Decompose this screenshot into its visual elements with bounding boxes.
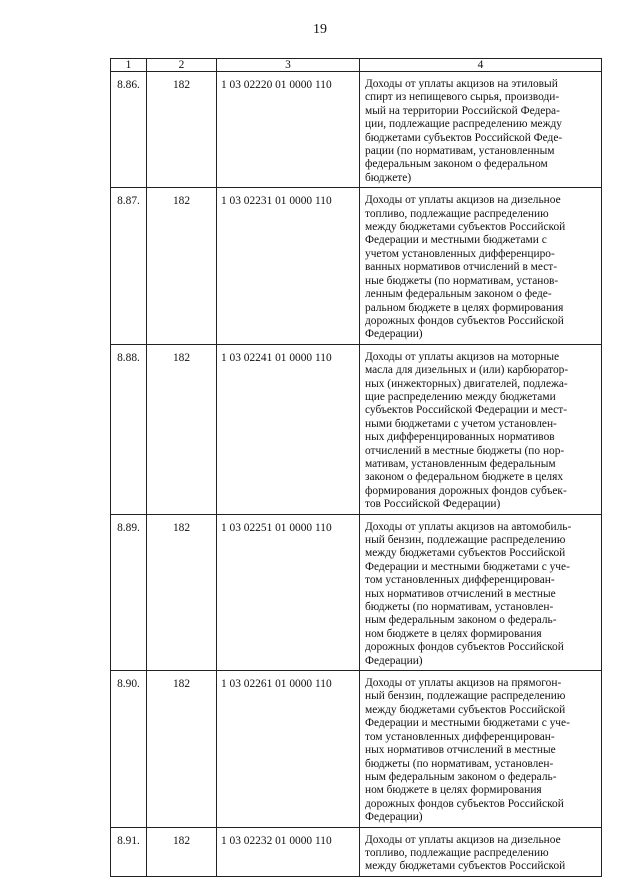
description-line: бюджете) xyxy=(365,171,412,184)
description-line: ными бюджетами с учетом установлен- xyxy=(365,417,557,430)
administrator-code: 182 xyxy=(147,188,217,344)
description-line: Доходы от уплаты акцизов на этиловый xyxy=(365,78,558,90)
table-row xyxy=(111,188,602,344)
description-line: Доходы от уплаты акцизов на моторные xyxy=(365,350,560,363)
description-line: дорожных фондов субъектов Российской xyxy=(365,641,564,654)
description-line: топливо, подлежащие распределению xyxy=(365,846,549,859)
header-col-2: 2 xyxy=(147,59,217,72)
description-line: законом о федеральном бюджете в целях xyxy=(365,471,564,484)
table-row xyxy=(111,344,602,514)
table-row xyxy=(111,671,602,827)
description-line: Доходы от уплаты акцизов на прямогон- xyxy=(365,677,562,690)
administrator-code: 182 xyxy=(147,671,217,827)
description-line: между бюджетами субъектов Российской xyxy=(365,221,566,234)
description-line: том установленных дифференцирован- xyxy=(365,730,555,743)
description-line: бюджеты (по нормативам, установлен- xyxy=(365,757,554,770)
description-line: субъектов Российской Федерации и мест- xyxy=(365,404,567,417)
budget-classification-code: 1 03 02241 01 0000 110 xyxy=(217,344,360,514)
revenue-codes-table xyxy=(110,58,602,877)
administrator-code: 182 xyxy=(147,344,217,514)
description-line: ным федеральным законом о федераль- xyxy=(365,614,557,627)
row-number: 8.86. xyxy=(111,72,147,188)
description-line: ных нормативов отчислений в местные xyxy=(365,744,556,757)
header-col-1: 1 xyxy=(111,59,147,72)
description-line: мый на территории Российской Федера- xyxy=(365,104,560,117)
administrator-code: 182 xyxy=(147,72,217,188)
description-line: Федерации и местными бюджетами с xyxy=(365,234,547,247)
description-line: тов Российской Федерации) xyxy=(365,498,501,511)
description-line: формирования дорожных фондов субъек- xyxy=(365,484,567,497)
description-line: отчислений в местные бюджеты (по нор- xyxy=(365,444,565,457)
description-line: между бюджетами субъектов Российской xyxy=(365,860,566,873)
description-line: Доходы от уплаты акцизов на дизельное xyxy=(365,833,561,846)
administrator-code: 182 xyxy=(147,827,217,876)
header-col-4: 4 xyxy=(360,59,602,72)
description-line: Доходы от уплаты акцизов на дизельное xyxy=(365,194,561,207)
revenue-description xyxy=(360,827,602,876)
revenue-description xyxy=(360,188,602,344)
description-line: мативам, установленным федеральным xyxy=(365,457,556,470)
revenue-description xyxy=(360,671,602,827)
budget-classification-code: 1 03 02220 01 0000 110 xyxy=(217,72,360,188)
table-body xyxy=(111,72,602,877)
revenue-description xyxy=(360,344,602,514)
description-line: ных нормативов отчислений в местные xyxy=(365,587,556,600)
description-line: Федерации) xyxy=(365,328,423,341)
budget-classification-code: 1 03 02232 01 0000 110 xyxy=(217,827,360,876)
row-number: 8.90. xyxy=(111,671,147,827)
description-line: учетом установленных дифференциро- xyxy=(365,247,555,260)
revenue-description xyxy=(360,514,602,670)
table-row xyxy=(111,72,602,188)
row-number: 8.88. xyxy=(111,344,147,514)
description-line: топливо, подлежащие распределению xyxy=(365,207,549,220)
budget-classification-code: 1 03 02261 01 0000 110 xyxy=(217,671,360,827)
description-line: ный бензин, подлежащие распределению xyxy=(365,690,566,703)
description-line: Доходы от уплаты акцизов на автомобиль- xyxy=(365,520,572,533)
budget-classification-code: 1 03 02251 01 0000 110 xyxy=(217,514,360,670)
table-row xyxy=(111,827,602,876)
budget-classification-code: 1 03 02231 01 0000 110 xyxy=(217,188,360,344)
description-line: щие распределению между бюджетами xyxy=(365,390,556,403)
description-line: ции, подлежащие распределению между xyxy=(365,118,562,131)
description-line: бюджеты (по нормативам, установлен- xyxy=(365,601,554,614)
description-line: между бюджетами субъектов Российской xyxy=(365,547,566,560)
description-line: федеральным законом о федеральном xyxy=(365,158,548,171)
description-line: ном бюджете в целях формирования xyxy=(365,784,542,797)
description-line: Федерации) xyxy=(365,654,423,667)
description-line: ральном бюджете в целях формирования xyxy=(365,301,564,314)
page-number: 19 xyxy=(313,22,327,37)
description-line: спирт из непищевого сырья, производи- xyxy=(365,91,560,104)
description-line: бюджетами субъектов Российской Феде- xyxy=(365,131,563,144)
row-number: 8.87. xyxy=(111,188,147,344)
revenue-description xyxy=(360,72,602,188)
description-line: ном бюджете в целях формирования xyxy=(365,627,542,640)
table-row xyxy=(111,514,602,670)
header-col-3: 3 xyxy=(217,59,360,72)
description-line: ных (инжекторных) двигателей, подлежа- xyxy=(365,377,568,390)
description-line: ным федеральным законом о федераль- xyxy=(365,770,557,783)
description-line: ные бюджеты (по нормативам, установ- xyxy=(365,274,559,287)
administrator-code: 182 xyxy=(147,514,217,670)
description-line: Федерации и местными бюджетами с уче- xyxy=(365,560,570,573)
row-number: 8.89. xyxy=(111,514,147,670)
description-line: ванных нормативов отчислений в мест- xyxy=(365,261,558,274)
description-line: дорожных фондов субъектов Российской xyxy=(365,314,564,327)
description-line: между бюджетами субъектов Российской xyxy=(365,703,566,716)
description-line: ных дифференцированных нормативов xyxy=(365,431,555,444)
description-line: масла для дизельных и (или) карбюратор- xyxy=(365,364,569,377)
table-header-row xyxy=(111,59,602,72)
row-number: 8.91. xyxy=(111,827,147,876)
description-line: том установленных дифференцирован- xyxy=(365,574,555,587)
description-line: ленным федеральным законом о феде- xyxy=(365,288,552,301)
description-line: ный бензин, подлежащие распределению xyxy=(365,534,566,546)
description-line: Федерации) xyxy=(365,811,423,824)
description-line: дорожных фондов субъектов Российской xyxy=(365,797,564,810)
description-line: Федерации и местными бюджетами с уче- xyxy=(365,717,570,730)
description-line: рации (по нормативам, установленным xyxy=(365,145,555,158)
